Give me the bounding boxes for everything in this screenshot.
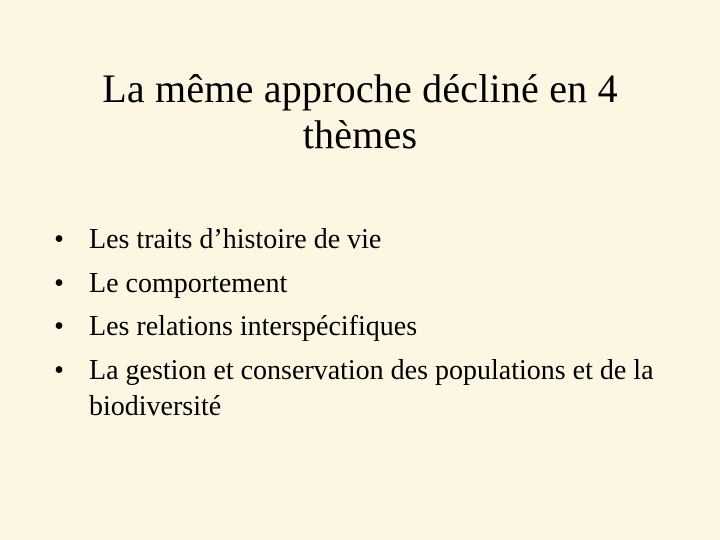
- list-item: [50, 353, 690, 425]
- list-item: [50, 266, 690, 302]
- slide-title: La même approche décliné en 4 thèmes: [102, 66, 618, 157]
- bullet-icon: •: [54, 311, 64, 342]
- list-item: [50, 222, 690, 258]
- list-item-text: La gestion et conservation des populations et de la biodiversité: [89, 354, 654, 422]
- bullet-icon: •: [54, 267, 64, 299]
- list-item-text: Les traits d’histoire de vie: [89, 224, 382, 255]
- bullet-icon: •: [54, 224, 64, 255]
- list-item-text: Le comportement: [89, 267, 288, 299]
- list-item-text: Les relations interspécifiques: [89, 311, 418, 342]
- bullet-icon: •: [54, 354, 64, 386]
- list-item: [50, 309, 690, 345]
- bullet-list: [50, 222, 690, 425]
